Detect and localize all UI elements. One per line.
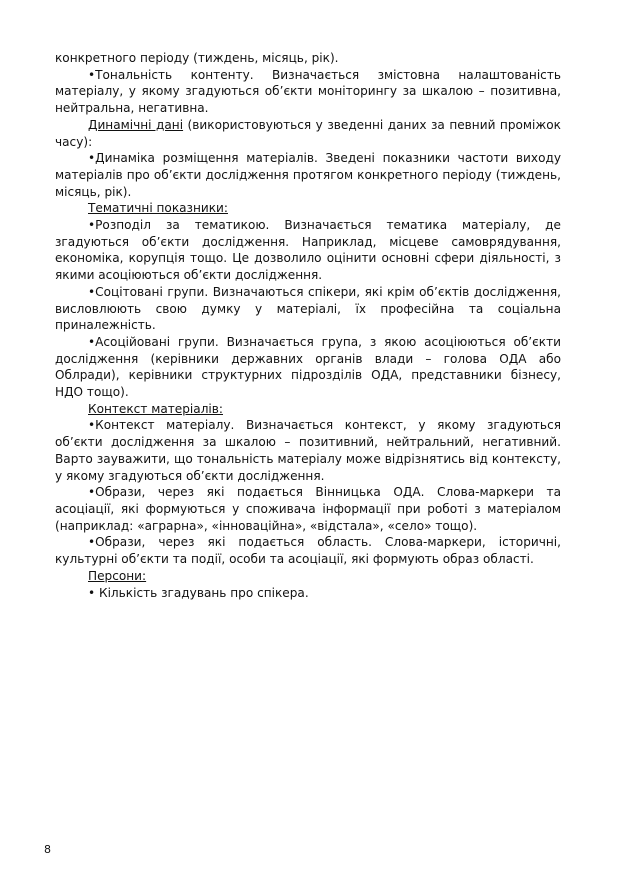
page-number: 8 <box>44 843 51 856</box>
paragraph: •Образи, через які подається область. Слова-маркери, історичні, культурні об’єкти та події, особи та асоціації, які формують образ області. <box>55 535 561 567</box>
paragraph: •Образи, через які подається Вінницька ОДА. Слова-маркери та асоціації, які формуються у споживача інформації при роботі з матеріалом (наприклад: «аграрна», «інноваційна», «відстала», «село» тощо). <box>55 485 561 533</box>
paragraph: •Тональність контенту. Визначається змістовна налаштованість матеріалу, у якому згадуються об’єкти моніторингу за шкалою – позитивна, нейтральна, негативна. <box>55 67 561 116</box>
section-heading: Динамічні дані <box>88 117 184 132</box>
section-heading: Тематичні показники: <box>88 201 228 216</box>
paragraph: •Контекст матеріалу. Визначається контекст, у якому згадуються об’єкти дослідження за шкалою – позитивний, нейтральний, негативний. Варто зауважити, що тональність матеріалу може відрізнятись від контексту, у якому згадуються об’єкти дослідження. <box>55 418 561 483</box>
paragraph-text: (використовуються у зведенні даних за певний проміжок часу): <box>55 117 561 149</box>
paragraph: •Розподіл за тематикою. Визначається тематика матеріалу, де згадуються об’єкти дослідження. Наприклад, місцеве самоврядування, економіка, корупція тощо. Це дозволило оцінити основні сфери діяльності, з якими асоціюються об’єкти дослідження. <box>55 218 561 283</box>
paragraph: •Динаміка розміщення матеріалів. Зведені показники частоти виходу матеріалів про об’єкти дослідження протягом конкретного періоду (тиждень, місяць, рік). <box>55 151 561 199</box>
paragraph: •Соцітовані групи. Визначаються спікери, які крім об’єктів дослідження, висловлюють свою думку у матеріалі, їх професійна та соціальна приналежність. <box>55 284 561 333</box>
section-heading: Контекст матеріалів: <box>88 401 223 416</box>
paragraph: • Кількість згадувань про спікера. <box>88 585 309 600</box>
section-heading: Персони: <box>88 568 147 583</box>
document-body <box>55 50 561 601</box>
paragraph: •Асоційовані групи. Визначається група, з якою асоціюються об’єкти дослідження (керівники державних органів влади – голова ОДА або Облради), керівники структурних підрозділів ОДА, представники бізнесу, НДО тощо). <box>55 334 561 400</box>
paragraph <box>55 117 561 150</box>
paragraph: конкретного періоду (тиждень, місяць, рік). <box>55 51 339 65</box>
